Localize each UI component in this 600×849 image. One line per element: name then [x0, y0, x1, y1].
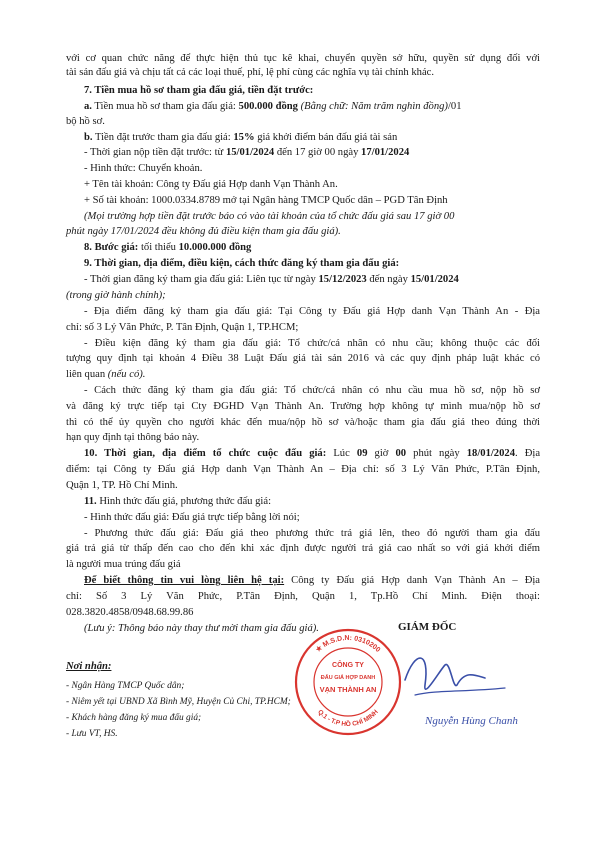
text: . Địa: [515, 448, 541, 459]
label: 8. Bước giá:: [84, 242, 139, 253]
paragraph-line: - Hình thức: Chuyển khoản.: [84, 163, 203, 174]
signer-title: GIÁM ĐỐC: [398, 621, 457, 633]
paragraph-line: tượng quy định tại khoản 4 Điều 38 Luật Đấu giá tài sản 2016 và các quy định pháp luật khác có: [66, 353, 540, 364]
amount-in-words: (Bằng chữ: Năm trăm nghìn đồng): [297, 101, 448, 112]
date: 17/01/2024: [361, 147, 410, 158]
paragraph-line: - Cách thức đăng ký tham gia đấu giá: Tổ chức/cá nhân có nhu cầu mua hồ sơ, nộp hồ sơ: [84, 385, 540, 396]
contact-label: Để biết thông tin vui lòng liên hệ tại:: [84, 575, 285, 586]
section-9-title: 9. Thời gian, địa điểm, điều kiện, cách thức đăng ký tham gia đấu giá:: [84, 258, 400, 269]
hour: 09: [356, 448, 368, 459]
date: 18/01/2024: [466, 448, 515, 459]
paragraph-line: (Mọi trường hợp tiền đặt trước báo có vào tài khoản của tổ chức đấu giá sau 17 giờ 00: [84, 211, 455, 222]
paragraph-line: - Phương thức đấu giá: Đấu giá theo phương thức trả giá lên, theo đó người tham gia đấu: [84, 528, 540, 539]
stamp-top-text: CÔNG TY: [332, 662, 364, 669]
paragraph-line: (trong giờ hành chính);: [66, 290, 166, 301]
text: Tiền đặt trước tham gia đấu giá:: [92, 132, 234, 143]
paragraph-line: Quận 1, TP. Hồ Chí Minh.: [66, 480, 178, 491]
text: đến ngày: [366, 274, 411, 285]
paragraph-line: chỉ: số 3 Lý Văn Phức, P. Tân Định, Quận 1, TP.HCM;: [66, 322, 299, 333]
svg-text:★ M.S.D.N: 0310200: [314, 635, 381, 654]
registration-time-line: [84, 273, 540, 287]
paragraph-line: phút ngày 17/01/2024 đều không đủ điều kiện tham gia đấu giá).: [66, 226, 341, 237]
text: (nếu có).: [107, 369, 146, 380]
label: a.: [84, 101, 92, 112]
recipients-title: Nơi nhận:: [66, 661, 112, 672]
date: 15/12/2023: [318, 274, 367, 285]
section-8-line: [84, 241, 540, 255]
text: Hình thức đấu giá, phương thức đấu giá:: [96, 496, 272, 507]
recipient-item: - Khách hàng đăng ký mua đấu giá;: [66, 713, 202, 723]
paragraph-line: tài sản đấu giá và chịu tất cả các loại thuế, phí, lệ phí cùng các nghĩa vụ tài chính khác.: [66, 67, 434, 78]
section-7a-line: [84, 100, 540, 114]
paragraph-line: là người mua trúng đấu giá: [66, 559, 181, 570]
text: Lúc: [326, 448, 357, 459]
paragraph-line: bộ hồ sơ.: [66, 116, 105, 127]
amount: 10.000.000 đồng: [178, 242, 252, 253]
recipient-item: - Niêm yết tại UBND Xã Bình Mỹ, Huyện Củ Chi, TP.HCM;: [66, 697, 291, 707]
label: 11.: [84, 496, 97, 507]
paragraph-line: + Số tài khoản: 1000.0334.8789 mở tại Ngân hàng TMCP Quốc dân – PGD Tân Định: [84, 195, 448, 206]
paragraph-line: điểm: tại Công ty Đấu giá Hợp danh Vạn Thành An – Địa chỉ: số 3 Lý Văn Phức, P.Tân Định,: [66, 464, 540, 475]
text: liên quan: [66, 369, 108, 380]
paragraph-line: chỉ: Số 3 Lý Văn Phức, P.Tân Định, Quận 1, Tp.Hồ Chí Minh. Điện thoại:: [66, 591, 540, 602]
stamp-ring-text: ★ M.S.D.N: 0310200: [314, 634, 382, 654]
signer-name: Nguyễn Hùng Chanh: [425, 715, 518, 727]
phone-numbers: 028.3820.4858/0948.68.99.86: [66, 607, 194, 618]
stamp-company-name: VẠN THÀNH AN: [319, 685, 377, 694]
text: Công ty Đấu giá Hợp danh Vạn Thành An – Địa: [284, 575, 540, 586]
text: đến 17 giờ 00 ngày: [274, 147, 362, 158]
section-11-title: [84, 495, 540, 509]
text: phút ngày: [406, 448, 467, 459]
text: tối thiểu: [138, 242, 179, 253]
paragraph-line: - Địa điểm đăng ký tham gia đấu giá: Tại Công ty Đấu giá Hợp danh Vạn Thành An - Địa: [84, 306, 540, 317]
text: giờ: [367, 448, 396, 459]
contact-line: [84, 574, 540, 588]
paragraph-line: - Điều kiện đăng ký tham gia đấu giá: Tổ chức/cá nhân có nhu cầu; không thuộc các đối: [84, 338, 540, 349]
svg-text:Q.1 - T.P HỒ CHÍ MINH: [316, 708, 380, 728]
deposit-time-line: [84, 146, 540, 160]
amount: 500.000 đồng: [238, 101, 298, 112]
recipient-item: - Ngân Hàng TMCP Quốc dân;: [66, 681, 185, 691]
text: giá khởi điểm bán đấu giá tài sản: [254, 132, 398, 143]
paragraph-line: với cơ quan chức năng để thực hiện thủ tục kê khai, chuyển quyền sở hữu, quyền sử dụng đối với: [66, 53, 540, 64]
paragraph-line: + Tên tài khoản: Công ty Đấu giá Hợp danh Vạn Thành An.: [84, 179, 338, 190]
note: (Lưu ý: Thông báo này thay thư mời tham gia đấu giá).: [84, 623, 319, 634]
text: - Thời gian nộp tiền đặt trước: từ: [84, 147, 226, 158]
section-7b-line: [84, 131, 540, 145]
date: 15/01/2024: [410, 274, 459, 285]
text: /01: [447, 101, 462, 112]
paragraph-line: và đăng ký trực tiếp tại Cty ĐGHD Vạn Thành An. Trường hợp không tự mình mua/nộp hồ sơ: [66, 401, 540, 412]
paragraph-line: giá trả giá từ thấp đến cao cho đến khi xác định được người trả giá cao nhất so với giá khởi điểm: [66, 543, 540, 554]
recipient-item: - Lưu VT, HS.: [66, 729, 118, 739]
paragraph-line: [66, 368, 540, 382]
text: - Thời gian đăng ký tham gia đấu giá: Liên tục từ ngày: [84, 274, 319, 285]
paragraph-line: hạn quy định tại thông báo này.: [66, 432, 200, 443]
percent: 15%: [233, 132, 255, 143]
paragraph-line: - Hình thức đấu giá: Đấu giá trực tiếp bằng lời nói;: [84, 512, 300, 523]
date: 15/01/2024: [225, 147, 275, 158]
label: b.: [84, 132, 93, 143]
stamp-company-type: ĐẤU GIÁ HỢP DANH: [320, 675, 376, 681]
section-10-line: [84, 447, 540, 461]
text: Tiền mua hồ sơ tham gia đấu giá:: [91, 101, 239, 112]
paragraph-line: thì có thể ủy quyền cho người khác đến mua/nộp hồ sơ và/hoặc tham gia đấu giá theo đúng thời: [66, 417, 540, 428]
label: 10. Thời gian, địa điểm tổ chức cuộc đấu giá:: [84, 448, 327, 459]
handwritten-signature: [395, 640, 545, 730]
stamp-bottom-text: Q.1 - T.P HỒ CHÍ MINH: [316, 708, 380, 729]
section-7-title: 7. Tiền mua hồ sơ tham gia đấu giá, tiền đặt trước:: [84, 85, 314, 96]
company-stamp: [292, 626, 404, 738]
minute: 00: [395, 448, 407, 459]
